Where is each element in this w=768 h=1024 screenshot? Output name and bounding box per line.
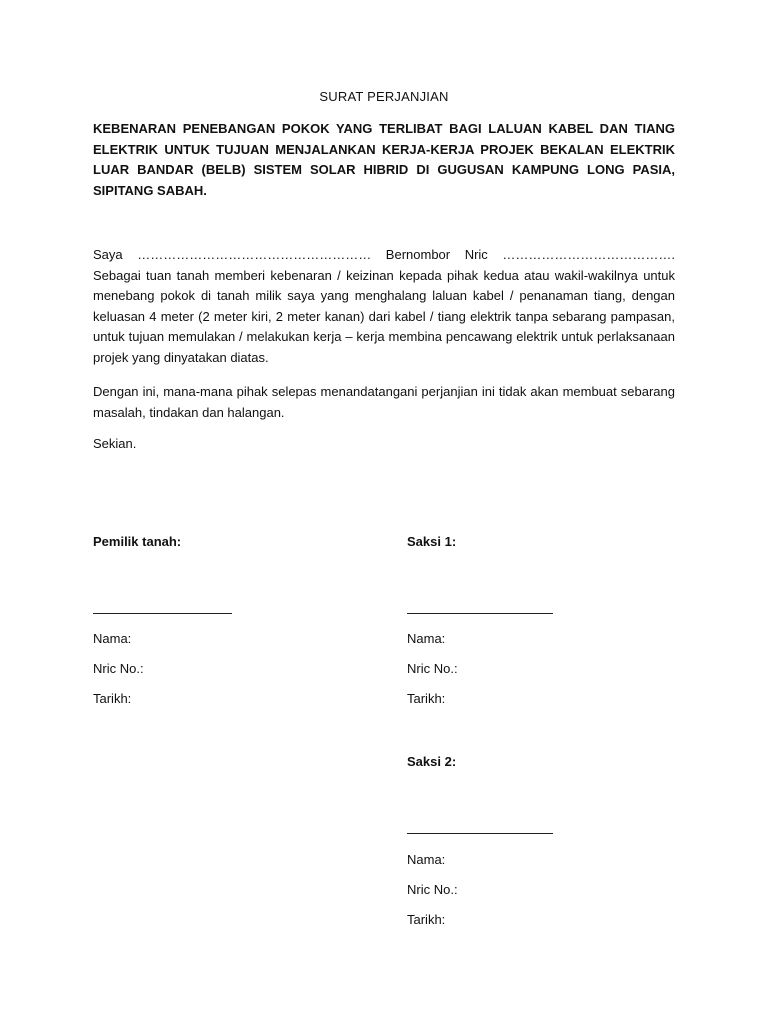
- witness2-date-field: Tarikh:: [407, 912, 446, 927]
- witness2-label: Saksi 2:: [407, 754, 457, 769]
- document-title: SURAT PERJANJIAN: [319, 89, 449, 104]
- owner-name-field: Nama:: [93, 631, 132, 646]
- witness1-signature-line: [407, 613, 553, 614]
- agreement-paragraph: Saya ……………………………………………… Bernombor Nric …………………………………. Sebagai tuan tanah memberi kebenaran / keizinan kepada pihak kedua atau wakil-wakilnya untuk menebang pokok di tanah milik saya yang menghalang laluan kabel / penanaman tiang, dengan keluasan 4 meter (2 meter kiri, 2 meter kanan) dari kabel / tiang elektrik tanpa sebarang pampasan, untuk tujuan memulakan / melakukan kerja – kerja membina pencawang elektrik untuk perlaksanaan projek yang dinyatakan diatas.: [93, 247, 675, 365]
- owner-label: Pemilik tanah:: [93, 534, 182, 549]
- witness1-date-field: Tarikh:: [407, 691, 446, 706]
- witness1-name-field: Nama:: [407, 631, 446, 646]
- witness1-label: Saksi 1:: [407, 534, 457, 549]
- witness2-signature-line: [407, 833, 553, 834]
- witness2-nric-field: Nric No.:: [407, 882, 458, 897]
- witness2-name-field: Nama:: [407, 852, 446, 867]
- owner-nric-field: Nric No.:: [93, 661, 144, 676]
- undertaking-paragraph: Dengan ini, mana-mana pihak selepas menandatangani perjanjian ini tidak akan membuat sebarang masalah, tindakan dan halangan.: [93, 384, 675, 420]
- closing-text: Sekian.: [93, 436, 137, 451]
- document-heading: KEBENARAN PENEBANGAN POKOK YANG TERLIBAT BAGI LALUAN KABEL DAN TIANG ELEKTRIK UNTUK TUJUAN MENJALANKAN KERJA-KERJA PROJEK BEKALAN ELEKTRIK LUAR BANDAR (BELB) SISTEM SOLAR HIBRID DI GUGUSAN KAMPUNG LONG PASIA, SIPITANG SABAH.: [93, 121, 675, 198]
- owner-date-field: Tarikh:: [93, 691, 132, 706]
- witness1-nric-field: Nric No.:: [407, 661, 458, 676]
- owner-signature-line: [93, 613, 232, 614]
